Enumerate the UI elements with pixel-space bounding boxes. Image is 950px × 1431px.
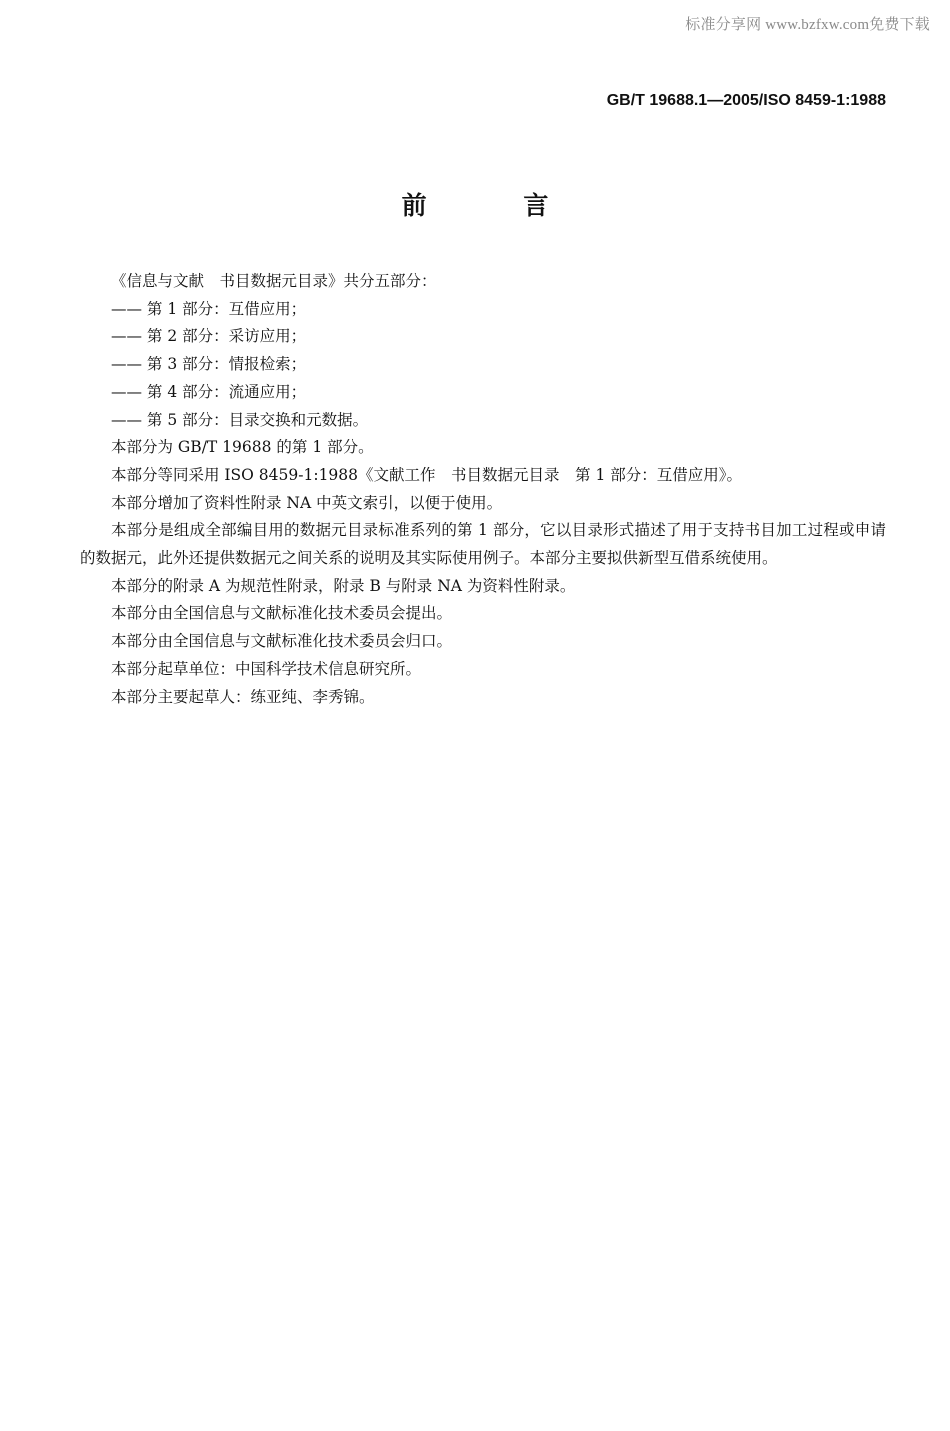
paragraph: 本部分等同采用 ISO 8459-1:1988《文献工作 书目数据元目录 第 1 部分：互借应用》。 xyxy=(111,465,742,484)
part-list-item: —— 第 5 部分：目录交换和元数据。 xyxy=(111,410,369,429)
paragraph: 本部分由全国信息与文献标准化技术委员会归口。 xyxy=(111,632,453,651)
paragraph: 本部分增加了资料性附录 NA 中英文索引，以便于使用。 xyxy=(111,493,503,512)
part-list-item: —— 第 2 部分：采访应用； xyxy=(111,327,307,346)
standard-number: GB/T 19688.1—2005/ISO 8459-1:1988 xyxy=(606,92,886,109)
watermark-text: 标准分享网 www.bzfxw.com免费下载 xyxy=(685,17,930,33)
paragraph: 本部分起草单位：中国科学技术信息研究所。 xyxy=(111,659,422,678)
paragraph: 本部分由全国信息与文献标准化技术委员会提出。 xyxy=(111,604,453,623)
part-list-item: —— 第 3 部分：情报检索； xyxy=(111,355,307,374)
part-list-item: —— 第 1 部分：互借应用； xyxy=(111,299,307,318)
paragraph: 本部分主要起草人：练亚纯、李秀锦。 xyxy=(111,687,375,706)
paragraph: 本部分是组成全部编目用的数据元目录标准系列的第 1 部分，它以目录形式描述了用于支持书目加工过程或申请的数据元，此外还提供数据元之间关系的说明及其实际使用例子。本部分主要拟供新型互借系统使用。 xyxy=(80,521,886,568)
page-title: 前 言 xyxy=(401,191,593,220)
paragraph: 本部分为 GB/T 19688 的第 1 部分。 xyxy=(111,438,374,457)
paragraph: 本部分的附录 A 为规范性附录，附录 B 与附录 NA 为资料性附录。 xyxy=(111,576,576,595)
part-list-item: —— 第 4 部分：流通应用； xyxy=(111,382,307,401)
document-body xyxy=(80,268,886,711)
intro-line: 《信息与文献 书目数据元目录》共分五部分： xyxy=(111,272,437,290)
